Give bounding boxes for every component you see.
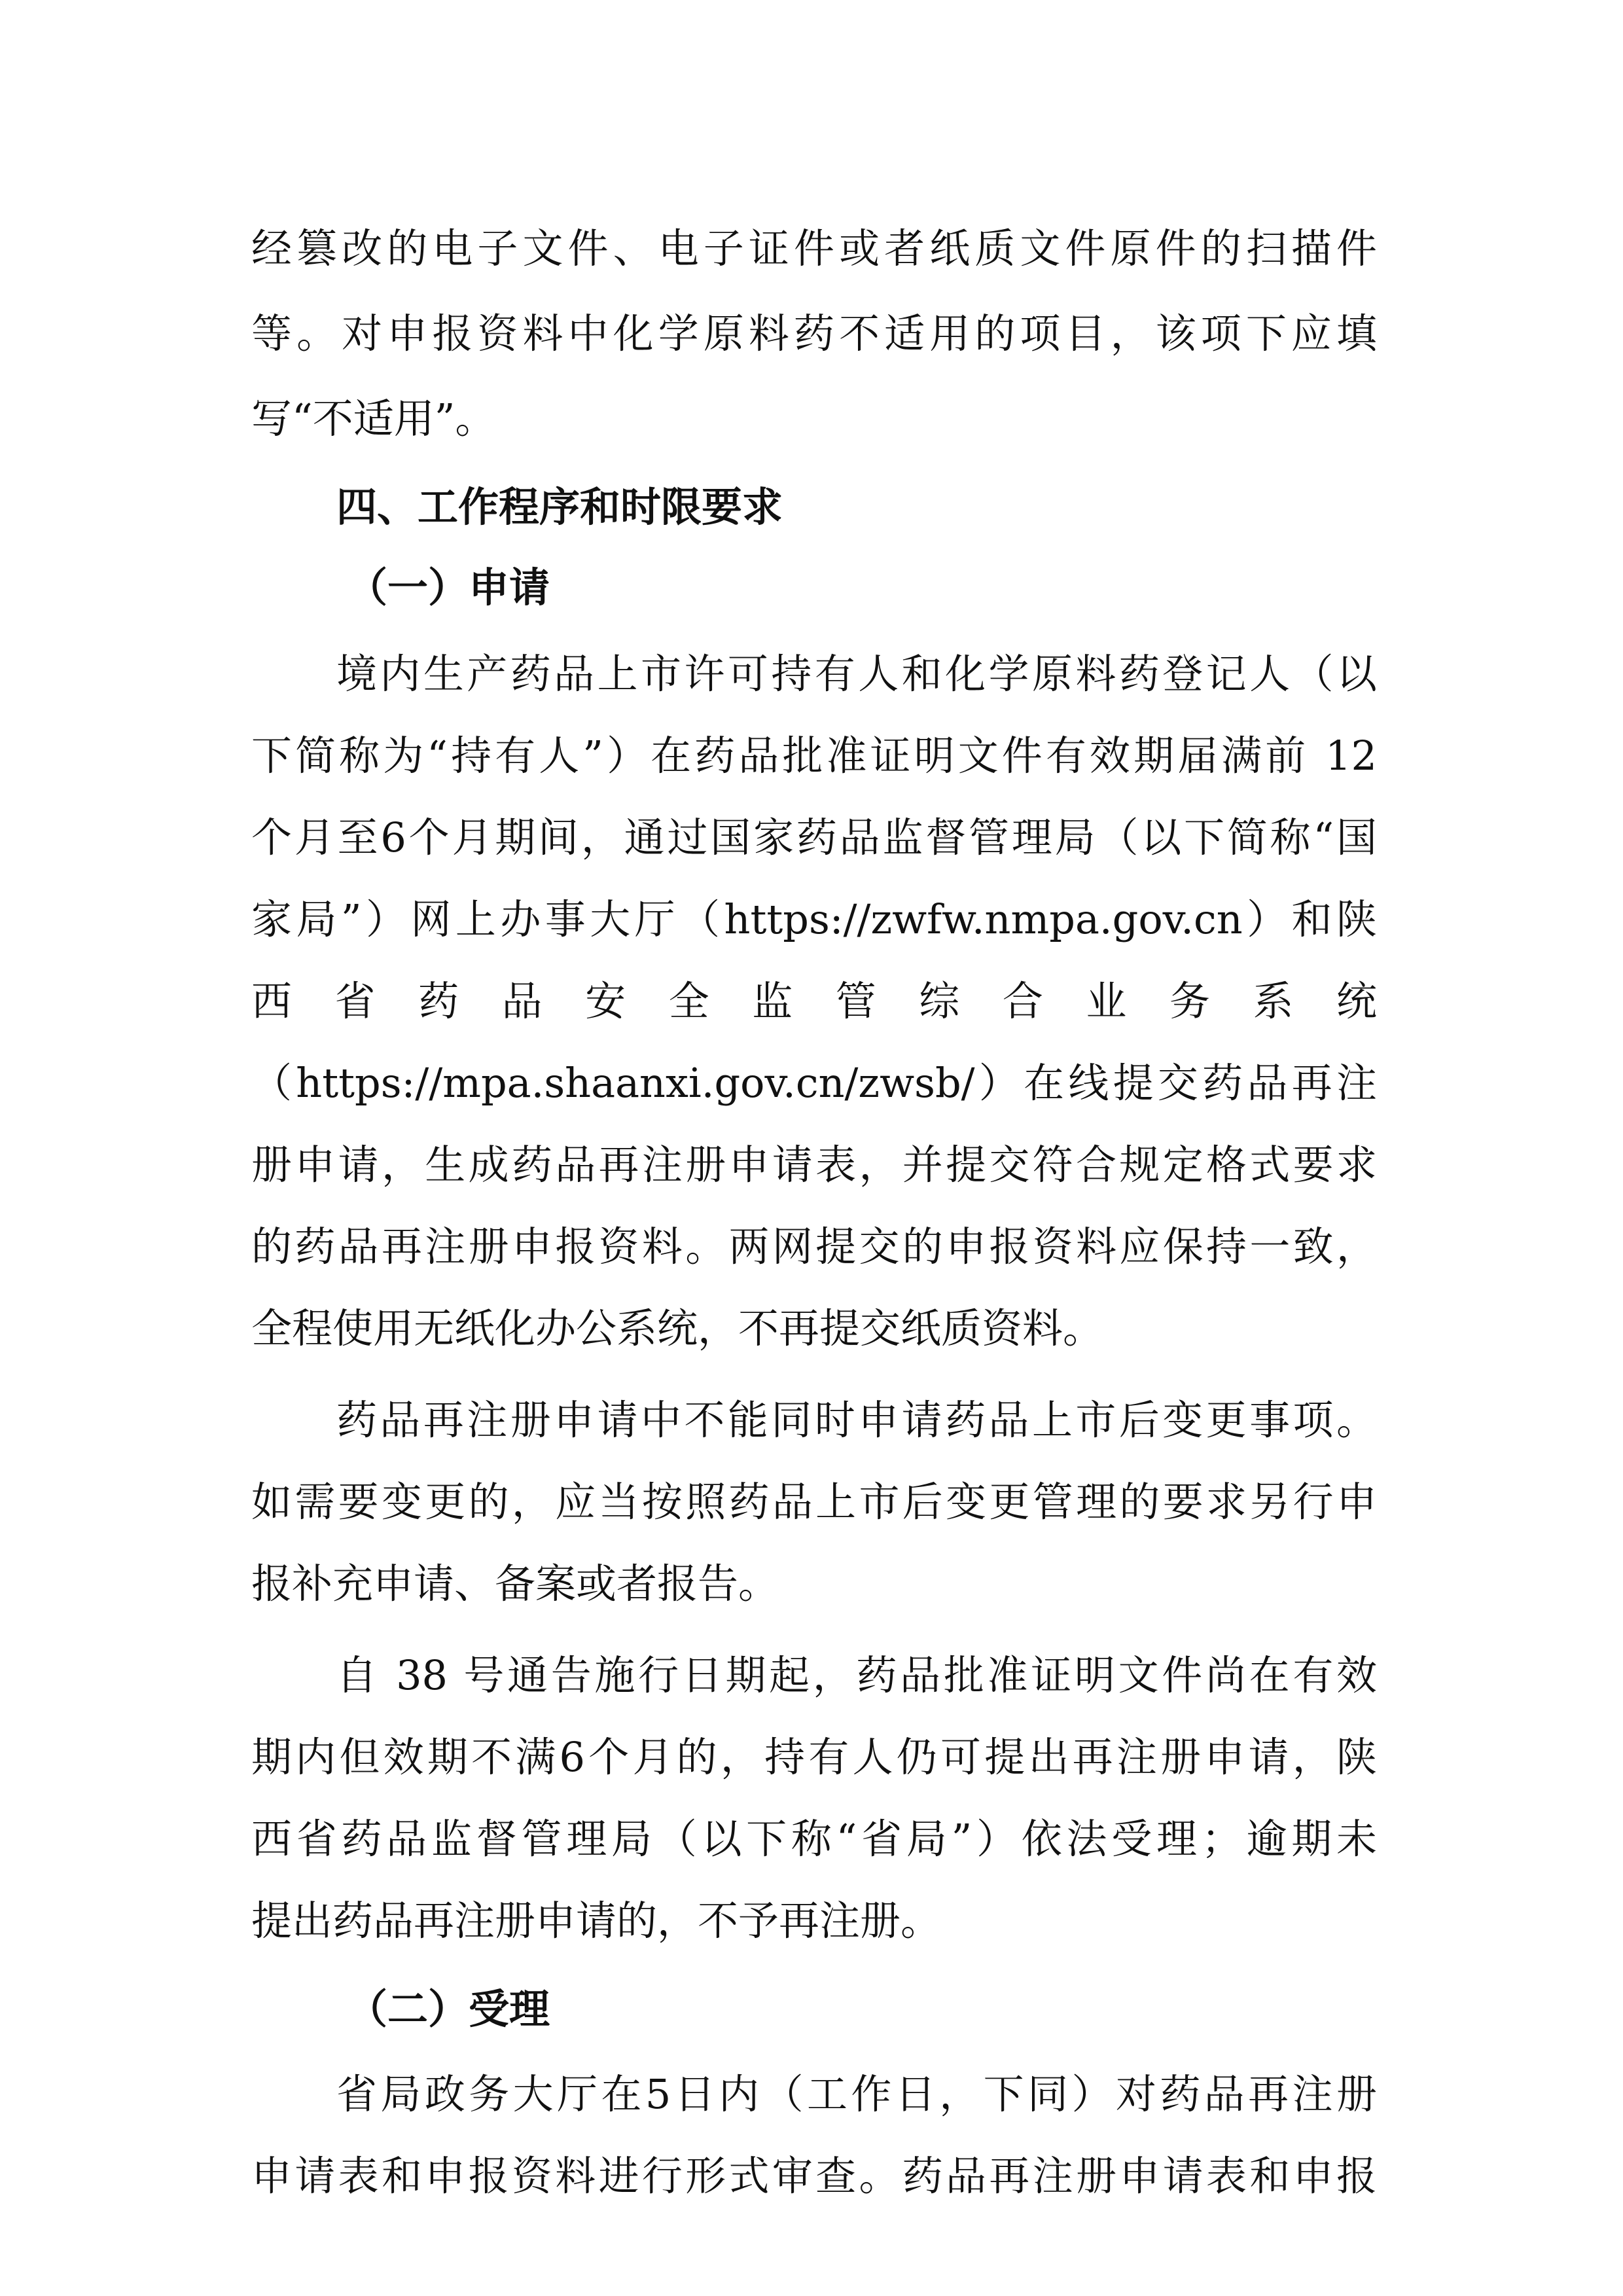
body-text-line: 提出药品再注册申请的，不予再注册。 — [251, 1897, 942, 1945]
body-text-line: 西省药品监督管理局（以下称“省局”）依法受理；逾期未 — [251, 1815, 1377, 1863]
body-text-line: 册申请，生成药品再注册申请表，并提交符合规定格式要求 — [251, 1141, 1377, 1189]
body-text-line: 如需要变更的，应当按照药品上市后变更管理的要求另行申 — [251, 1478, 1377, 1526]
paragraph-first-line: 自 38 号通告施行日期起，药品批准证明文件尚在有效 — [336, 1651, 1377, 1699]
subsection-heading: （二）受理 — [347, 1985, 550, 2033]
body-text-line: 报补充申请、备案或者报告。 — [251, 1560, 779, 1607]
body-text-line: 家局”）网上办事大厅（https://zwfw.nmpa.gov.cn）和陕 — [251, 895, 1377, 943]
body-text-line: 申请表和申报资料进行形式审查。药品再注册申请表和申报 — [251, 2152, 1377, 2200]
paragraph-first-line: 境内生产药品上市许可持有人和化学原料药登记人（以 — [336, 650, 1377, 698]
body-text-line: 个月至6个月期间，通过国家药品监督管理局（以下简称“国 — [251, 814, 1377, 861]
paragraph-first-line: 药品再注册申请中不能同时申请药品上市后变更事项。 — [336, 1396, 1377, 1444]
body-text-line: 的药品再注册申报资料。两网提交的申报资料应保持一致， — [251, 1223, 1377, 1270]
body-text-line: 等。对申报资料中化学原料药不适用的项目，该项下应填 — [251, 310, 1377, 357]
body-text-line: 期内但效期不满6个月的，持有人仍可提出再注册申请，陕 — [251, 1733, 1377, 1781]
body-text-line: 写“不适用”。 — [251, 395, 496, 442]
section-heading: 四、工作程序和时限要求 — [336, 483, 783, 531]
body-text-line: 西省药品安全监管综合业务系统 — [251, 977, 1377, 1025]
paragraph-first-line: 省局政务大厅在5日内（工作日，下同）对药品再注册 — [336, 2070, 1377, 2118]
body-text-line: 全程使用无纸化办公系统，不再提交纸质资料。 — [251, 1304, 1104, 1352]
body-text-line: 下简称为“持有人”）在药品批准证明文件有效期届满前 12 — [251, 732, 1377, 780]
body-text-line: 经篡改的电子文件、电子证件或者纸质文件原件的扫描件 — [251, 224, 1377, 272]
subsection-heading: （一）申请 — [347, 564, 550, 611]
body-text-line: （https://mpa.shaanxi.gov.cn/zwsb/）在线提交药品再注 — [251, 1059, 1377, 1107]
